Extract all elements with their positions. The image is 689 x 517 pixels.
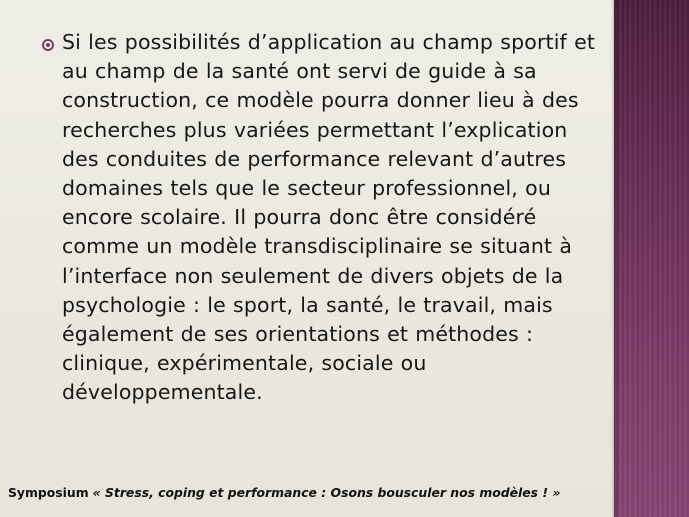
slide-divider <box>611 0 614 517</box>
footer-title: « Stress, coping et performance : Osons bousculer nos modèles ! » <box>92 485 561 500</box>
circle-dot-bullet-icon <box>42 39 54 51</box>
purple-side-bar <box>614 0 689 517</box>
slide-footer <box>8 485 608 501</box>
footer-prefix: Symposium <box>8 485 89 500</box>
slide-body-paragraph: Si les possibilités d’application au champ sportif et au champ de la santé ont servi de guide à sa construction, ce modèle pourra donner lieu à des recherches plus variées permettant l’explication des conduites de performance relevant d’autres domaines tels que le secteur professionnel, ou encore scolaire. Il pourra donc être considéré comme un modèle transdisciplinaire se situant à l’interface non seulement de divers objets de la psychologie : le sport, la santé, le travail, mais également de ses orientations et méthodes : clinique, expérimentale, sociale ou développementale. <box>62 30 596 405</box>
